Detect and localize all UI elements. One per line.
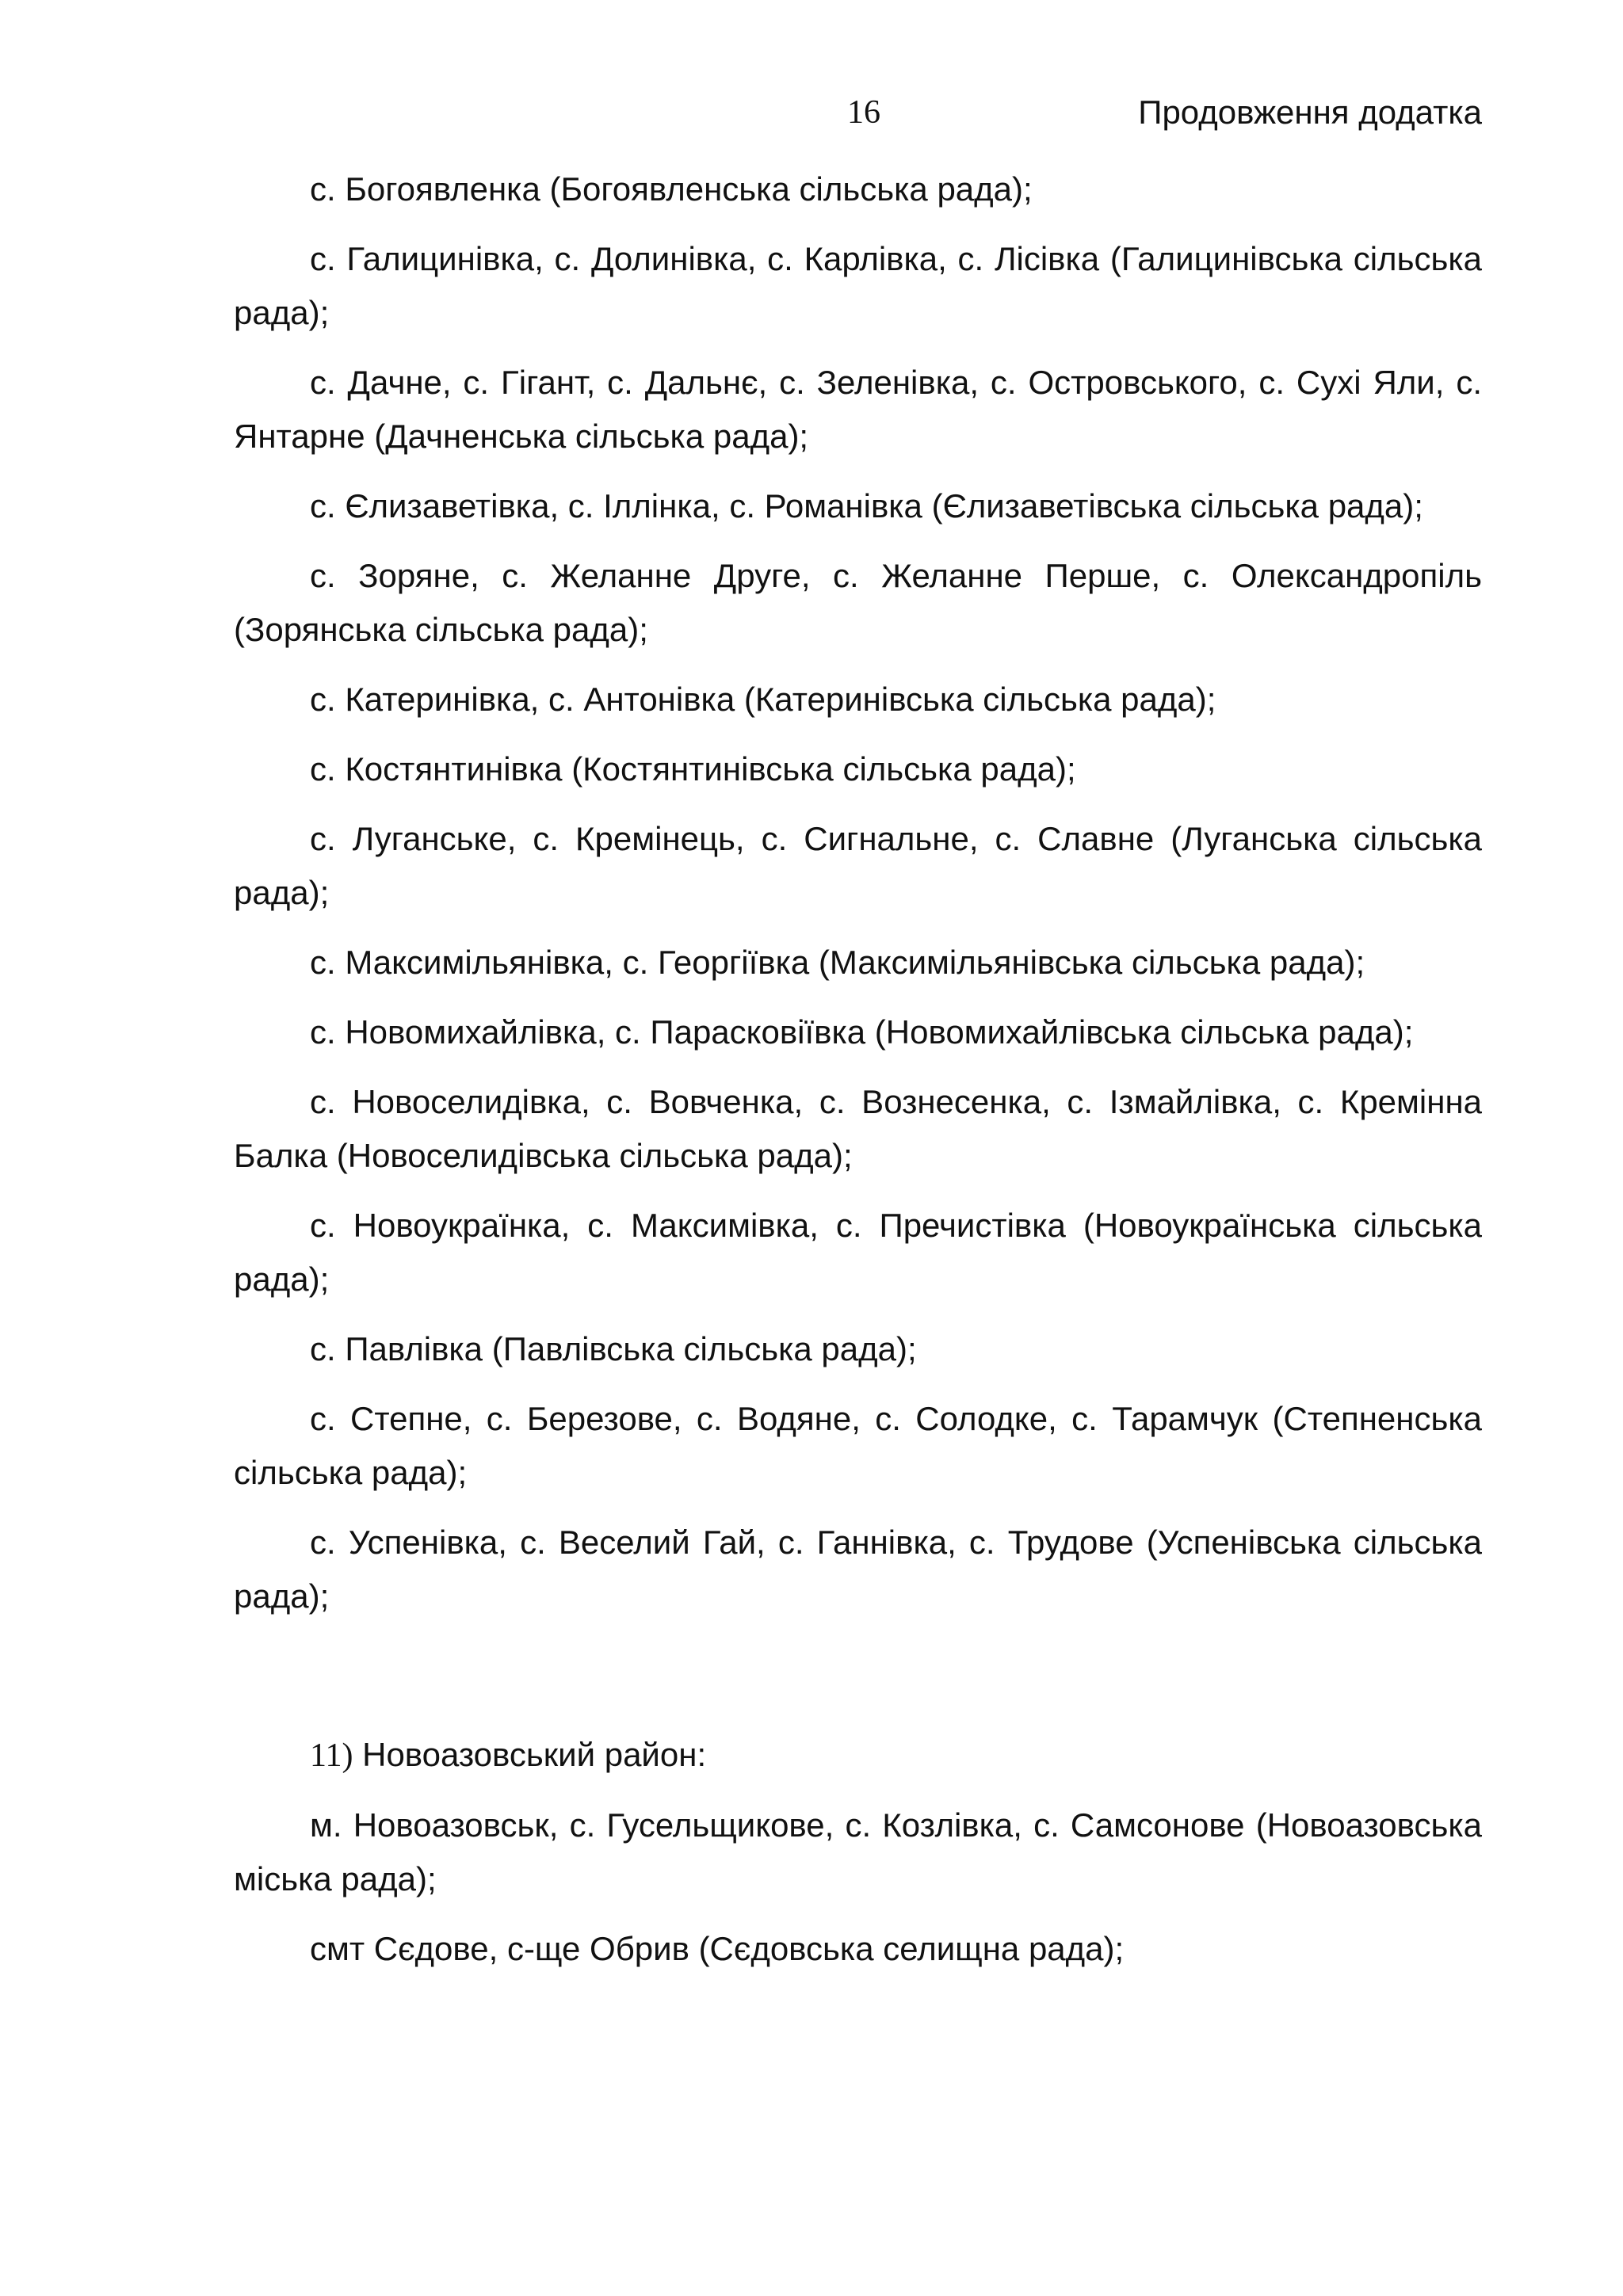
paragraph: с. Павлівка (Павлівська сільська рада); [310, 1330, 917, 1367]
paragraph: с. Зоряне, с. Желанне Друге, с. Желанне Перше, с. Олександропіль (Зорянська сільська рада); [234, 557, 1482, 648]
paragraph: с. Єлизаветівка, с. Іллінка, с. Романівка (Єлизаветівська сільська рада); [310, 487, 1423, 524]
document-body [234, 162, 1482, 1992]
paragraph: с. Богоявленка (Богоявленська сільська рада); [310, 170, 1033, 208]
paragraph: с. Галицинівка, с. Долинівка, с. Карлівка, с. Лісівка (Галицинівська сільська рада); [234, 240, 1482, 331]
paragraph: с. Успенівка, с. Веселий Гай, с. Ганнівка, с. Трудове (Успенівська сільська рада); [234, 1524, 1482, 1615]
paragraph: м. Новоазовськ, с. Гусельщикове, с. Козлівка, с. Самсонове (Новоазовська міська рада); [234, 1806, 1482, 1897]
paragraph: с. Дачне, с. Гігант, с. Дальнє, с. Зеленівка, с. Островського, с. Сухі Яли, с. Янтарне (Дачненська сільська рада); [234, 364, 1482, 455]
section-number: 11) [310, 1737, 353, 1774]
paragraph: с. Костянтинівка (Костянтинівська сільська рада); [310, 750, 1076, 788]
paragraph: с. Новоукраїнка, с. Максимівка, с. Пречистівка (Новоукраїнська сільська рада); [234, 1207, 1482, 1298]
paragraph: с. Катеринівка, с. Антонівка (Катеринівська сільська рада); [310, 681, 1216, 718]
paragraph: с. Луганське, с. Кремінець, с. Сигнальне, с. Славне (Луганська сільська рада); [234, 820, 1482, 911]
paragraph: смт Сєдове, с-ще Обрив (Сєдовська селищна рада); [310, 1930, 1125, 1967]
running-header: Продовження додатка [1138, 93, 1482, 131]
section-spacer [234, 1639, 1482, 1728]
section-title: Новоазовський район: [362, 1736, 707, 1773]
paragraph: с. Новоселидівка, с. Вовченка, с. Вознесенка, с. Ізмайлівка, с. Кремінна Балка (Новоселидівська сільська рада); [234, 1083, 1482, 1174]
section-heading [234, 1728, 1482, 1783]
paragraph: с. Степне, с. Березове, с. Водяне, с. Солодке, с. Тарамчук (Степненська сільська рада); [234, 1400, 1482, 1491]
page-number: 16 [847, 94, 880, 131]
paragraph: с. Новомихайлівка, с. Парасковіївка (Новомихайлівська сільська рада); [310, 1013, 1414, 1051]
paragraph: с. Максимільянівка, с. Георгіївка (Максимільянівська сільська рада); [310, 944, 1365, 981]
